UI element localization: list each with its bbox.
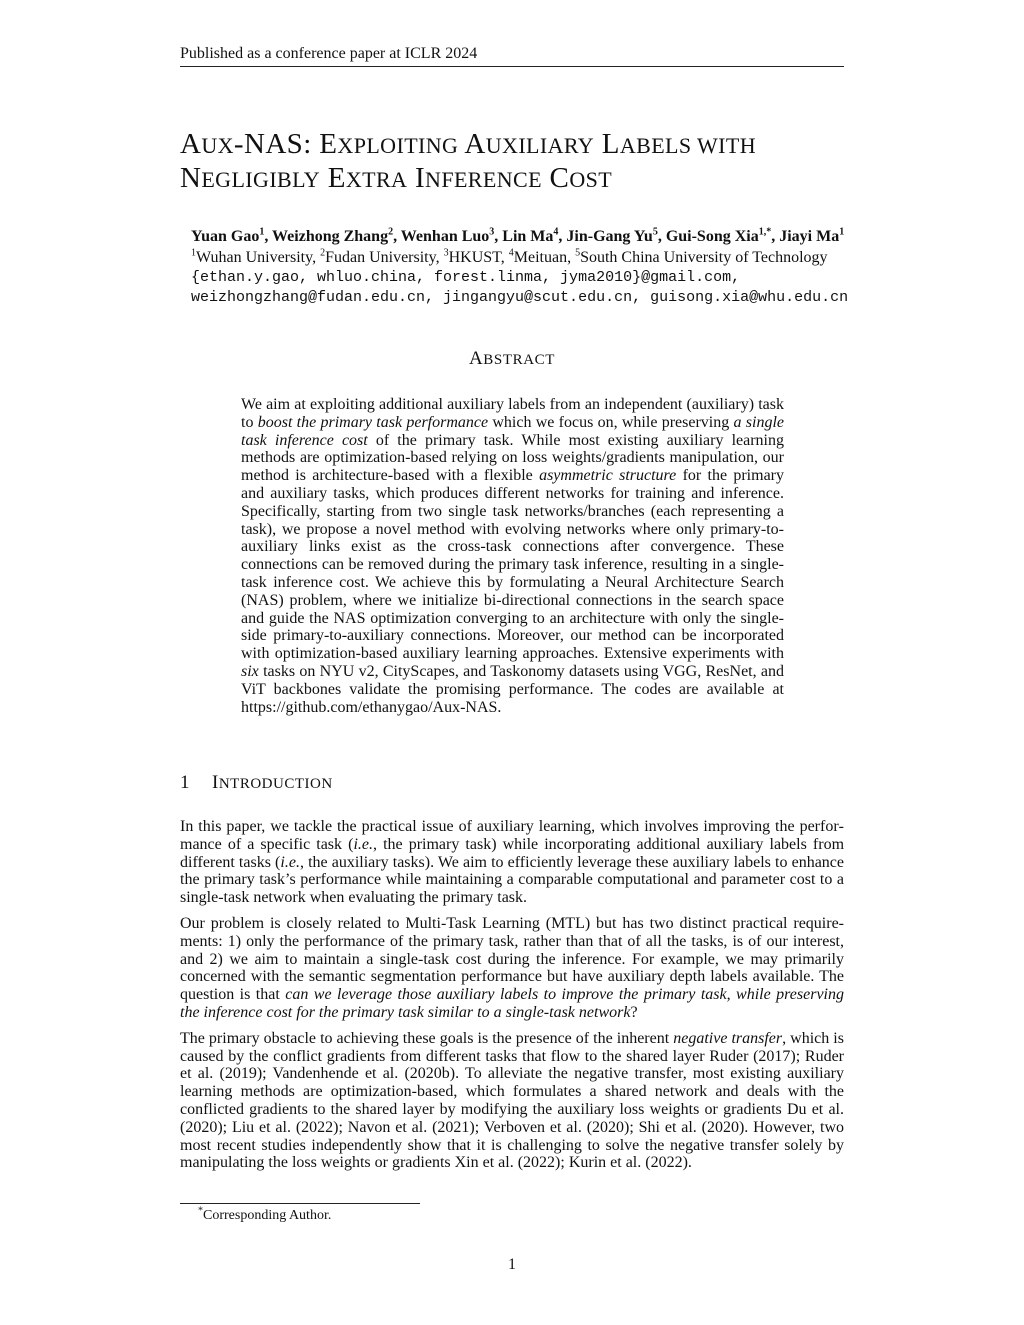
- author-list: [191, 226, 931, 247]
- email-line-1: {ethan.y.gao, whluo.china, forest.linma, jyma2010}@gmail.com,: [191, 269, 741, 286]
- footnote-rule: [180, 1203, 420, 1204]
- title-word: INFERENCE: [407, 162, 542, 194]
- running-header: Published as a conference paper at ICLR 2024: [180, 44, 844, 67]
- affiliation: $^1$Wuhan University,: [191, 247, 321, 266]
- affiliation-list: [191, 247, 931, 268]
- section-heading-introduction: 1 INTRODUCTION: [180, 772, 333, 793]
- author-block: [191, 226, 931, 308]
- author: Jin-Gang Yu$^5$,: [566, 226, 666, 245]
- author: Weizhong Zhang$^2$,: [272, 226, 401, 245]
- title-word: COST: [541, 162, 613, 194]
- paragraph: In this paper, we tackle the practical issue of auxiliary learning, which involves improving the performance of a specific task (i.e., the primary task) while incorporating additional auxiliary labels from different tasks (i.e., the auxiliary tasks). We aim to efficiently leverage these auxiliary labels to enhance the primary task’s performance while maintaining a comparable computational and parameter cost to a single-task network when evaluating the primary task.: [180, 818, 845, 907]
- paragraph: The primary obstacle to achieving these goals is the presence of the inherent negative transfer, which is caused by the conflict gradients from different tasks that flow to the shared layer Ruder (2017); Ruder et al. (2019); Vandenhende et al. (2020b). To alleviate the negative transfer, most existing auxiliary learning methods are optimization-based, which formulates a shared network and deals with the conflicted gradients to the shared layer by modifying the auxiliary loss weights or gradients Du et al. (2020); Liu et al. (2022); Navon et al. (2021); Verboven et al. (2020); Shi et al. (2020). However, two most recent studies independently show that it is challenging to solve the negative transfer solely by manipulating the loss weights or gradients Xin et al. (2022); Kurin et al. (2022).: [180, 1029, 844, 1172]
- abstract-text: We aim at exploiting additional auxiliary labels from an independent (auxiliary) task to boost the primary task performance which we focus on, while preserving a single task inference cost of the primary task. While most existing auxiliary learning methods are optimization-based relying on loss weights/gradients manipulation, our method is architecture-based with a flexible asymmetric structure for the primary and auxiliary tasks, which produces different networks for training and inference. Specifically, starting from two single task networks/branches (each representing a task), we propose a novel method with evolving networks where only primary-to-auxiliary links exist as the cross-task connections after convergence. These connections can be removed during the primary task inference, resulting in a single-task inference cost. We achieve this by formulating a Neural Architecture Search (NAS) problem, where we initialize bi-directional connections in the search space and guide the NAS optimization converging to an architecture with only the single-side primary-to-auxiliary connections. Moreover, our method can be incorporated with optimization-based auxiliary learning approaches. Extensive experiments with six tasks on NYU v2, CityScapes, and Taskonomy datasets using VGG, ResNet, and ViT backbones validate the promising performance. The codes are available at https://github.com/ethanygao/Aux-NAS.: [241, 396, 785, 716]
- author: Jiayi Ma$^1$: [779, 226, 845, 245]
- affiliation: $^5$South China University of Technology: [575, 247, 828, 266]
- introduction-body: [180, 818, 844, 1180]
- title-word: AUX: [180, 128, 234, 160]
- title-word: NEGLIGIBLY: [180, 162, 321, 194]
- title-word: LABELS WITH: [594, 128, 757, 160]
- affiliation: $^4$Meituan,: [508, 247, 576, 266]
- page-number: 1: [508, 1256, 516, 1273]
- paragraph: Our problem is closely related to Multi-Task Learning (MTL) but has two distinct practical requirements: 1) only the performance of the primary task, rather than that of all the tasks, is of our interest, and 2) we aim to maintain a single-task cost during the inference. For example, we may primarily concerned with the semantic segmentation performance but have auxiliary depth labels available. The question is that can we leverage those auxiliary labels to improve the primary task, while preserving the inference cost for the primary task similar to a single-task network?: [180, 914, 844, 1021]
- paper-title: [180, 128, 860, 196]
- affiliation: $^2$Fudan University,: [320, 247, 444, 266]
- title-line-1: [180, 128, 860, 162]
- author: Yuan Gao$^1$,: [191, 226, 273, 245]
- affiliation: $^3$HKUST,: [443, 247, 509, 266]
- title-word: -NAS: EXPLOITING: [233, 128, 459, 160]
- footnote: *Corresponding Author.: [198, 1205, 332, 1223]
- abstract-heading: ABSTRACT: [468, 348, 556, 369]
- author: Gui-Song Xia$^{1,*}$,: [665, 226, 780, 245]
- email-line-2: weizhongzhang@fudan.edu.cn, jingangyu@scut.edu.cn, guisong.xia@whu.edu.cn: [191, 289, 849, 306]
- author: Wenhan Luo$^3$,: [400, 226, 503, 245]
- author: Lin Ma$^4$,: [502, 226, 567, 245]
- title-word: EXTRA: [320, 162, 408, 194]
- title-word: AUXILIARY: [458, 128, 595, 160]
- title-line-2: [180, 162, 860, 196]
